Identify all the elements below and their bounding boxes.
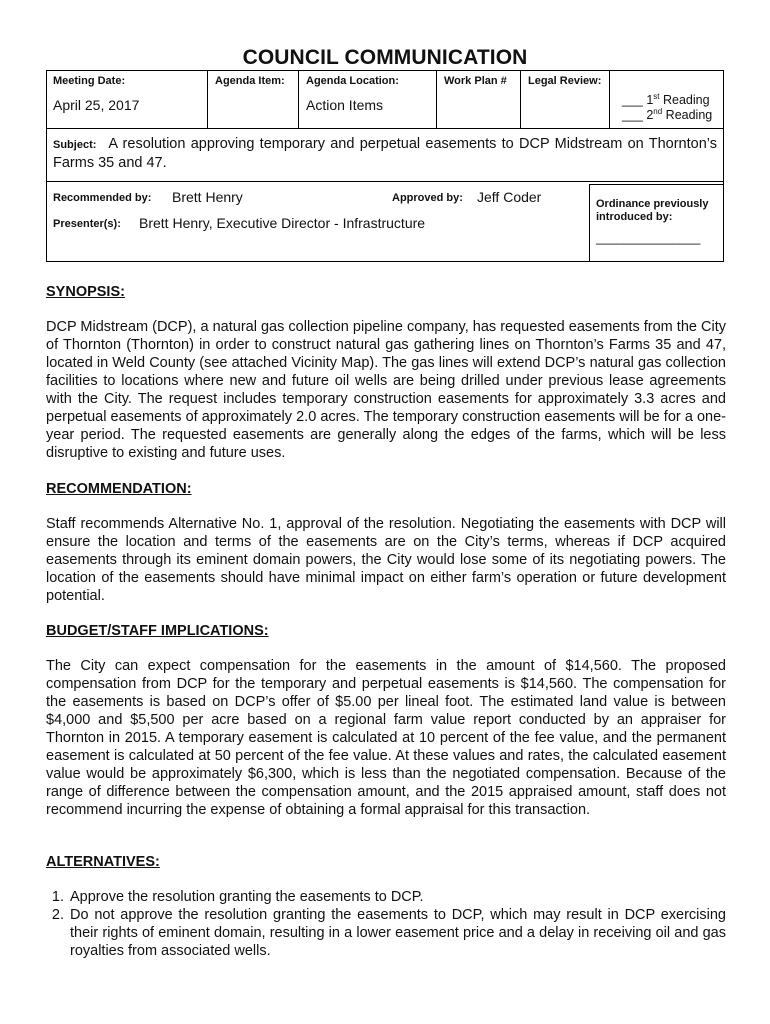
synopsis-text: DCP Midstream (DCP), a natural gas collection pipeline company, has requested easements from the City of Thornton (Thornton) in order to construct natural gas gathering lines on Thornton’s Farms 35 and 47, located in Weld County (see attached Vicinity Map). The gas lines will extend DCP’s natural gas collection facilities to locations where new and future oil wells are being drilled under previous lease agreements with the City. The request includes temporary construction easements for approximately 3.3 acres and perpetual easements of approximately 2.0 acres. The temporary construction easements will be for a one-year period. The requested easements are generally along the edges of the farms, which will be less disruptive to existing and future uses. bbox=[46, 319, 726, 461]
second-reading: ___ 2nd Reading bbox=[622, 107, 713, 123]
list-item: 1. Approve the resolution granting the easements to DCP. bbox=[68, 888, 726, 906]
approved-by-value: Jeff Coder bbox=[477, 189, 542, 205]
legal-review-label: Legal Review: bbox=[528, 75, 602, 87]
presenters-value: Brett Henry, Executive Director - Infrastructure bbox=[139, 215, 426, 231]
recommendation-heading: RECOMMENDATION: bbox=[46, 481, 192, 497]
first-reading: ___ 1st Reading bbox=[622, 92, 710, 108]
approved-by-label: Approved by: bbox=[392, 192, 463, 204]
meeting-date-label: Meeting Date: bbox=[53, 75, 126, 87]
divider bbox=[47, 181, 723, 182]
list-item: 2. Do not approve the resolution granting the easements to DCP, which may result in DCP exercising their rights of eminent domain, resulting in a lower easement price and a delay in receiving oil and gas royalties from associated wells. bbox=[68, 906, 726, 960]
divider bbox=[609, 71, 610, 128]
ordinance-blank: _______________ bbox=[596, 231, 701, 245]
presenters-label: Presenter(s): bbox=[53, 218, 121, 230]
alternatives-heading: ALTERNATIVES: bbox=[46, 854, 160, 870]
recommendation-text: Staff recommends Alternative No. 1, approval of the resolution. Negotiating the easements with DCP will ensure the location and terms of the easements are on the City’s terms, whereas if DCP acquired easements through its eminent domain powers, the City would lose some of its negotiating powers. The location of the easements should have minimal impact on either farm’s operation or future development potential. bbox=[46, 516, 726, 604]
agenda-item-label: Agenda Item: bbox=[215, 75, 285, 87]
work-plan-label: Work Plan # bbox=[444, 75, 507, 87]
synopsis-heading: SYNOPSIS: bbox=[46, 284, 125, 300]
divider bbox=[47, 128, 723, 129]
budget-heading: BUDGET/STAFF IMPLICATIONS: bbox=[46, 623, 269, 639]
ordinance-label: Ordinance previously introduced by: bbox=[596, 198, 709, 223]
ordinance-box bbox=[589, 184, 724, 262]
alternatives-list bbox=[46, 888, 726, 960]
recommended-by-value: Brett Henry bbox=[172, 189, 243, 205]
divider bbox=[436, 71, 437, 128]
budget-text: The City can expect compensation for the easements in the amount of $14,560. The proposed compensation from DCP for the temporary and perpetual easements is $14,560. The compensation for the easements is based on DCP’s offer of $5.00 per lineal foot. The estimated land value is between $4,000 and $5,500 per acre based on a regional farm value report conducted by an appraiser for Thornton in 2015. A temporary easement is calculated at 10 percent of the fee value, and the permanent easement is calculated at 50 percent of the fee value. At these values and rates, the calculated easement value would be approximately $6,300, which is less than the negotiated compensation. Because of the range of difference between the compensation amount, and the 2015 appraised amount, staff does not recommend incurring the expense of obtaining a formal appraisal for this transaction. bbox=[46, 658, 726, 818]
header-table bbox=[46, 70, 724, 262]
divider bbox=[520, 71, 521, 128]
divider bbox=[207, 71, 208, 128]
agenda-location-label: Agenda Location: bbox=[306, 75, 399, 87]
subject-text: A resolution approving temporary and perpetual easements to DCP Midstream on Thornton’s Farms 35 and 47. bbox=[53, 136, 717, 171]
subject bbox=[53, 135, 717, 172]
meeting-date-value: April 25, 2017 bbox=[53, 97, 140, 113]
divider bbox=[298, 71, 299, 128]
subject-label: Subject: bbox=[53, 139, 97, 151]
recommended-by-label: Recommended by: bbox=[53, 192, 152, 204]
agenda-location-value: Action Items bbox=[306, 97, 384, 113]
document-title: COUNCIL COMMUNICATION bbox=[242, 46, 528, 69]
